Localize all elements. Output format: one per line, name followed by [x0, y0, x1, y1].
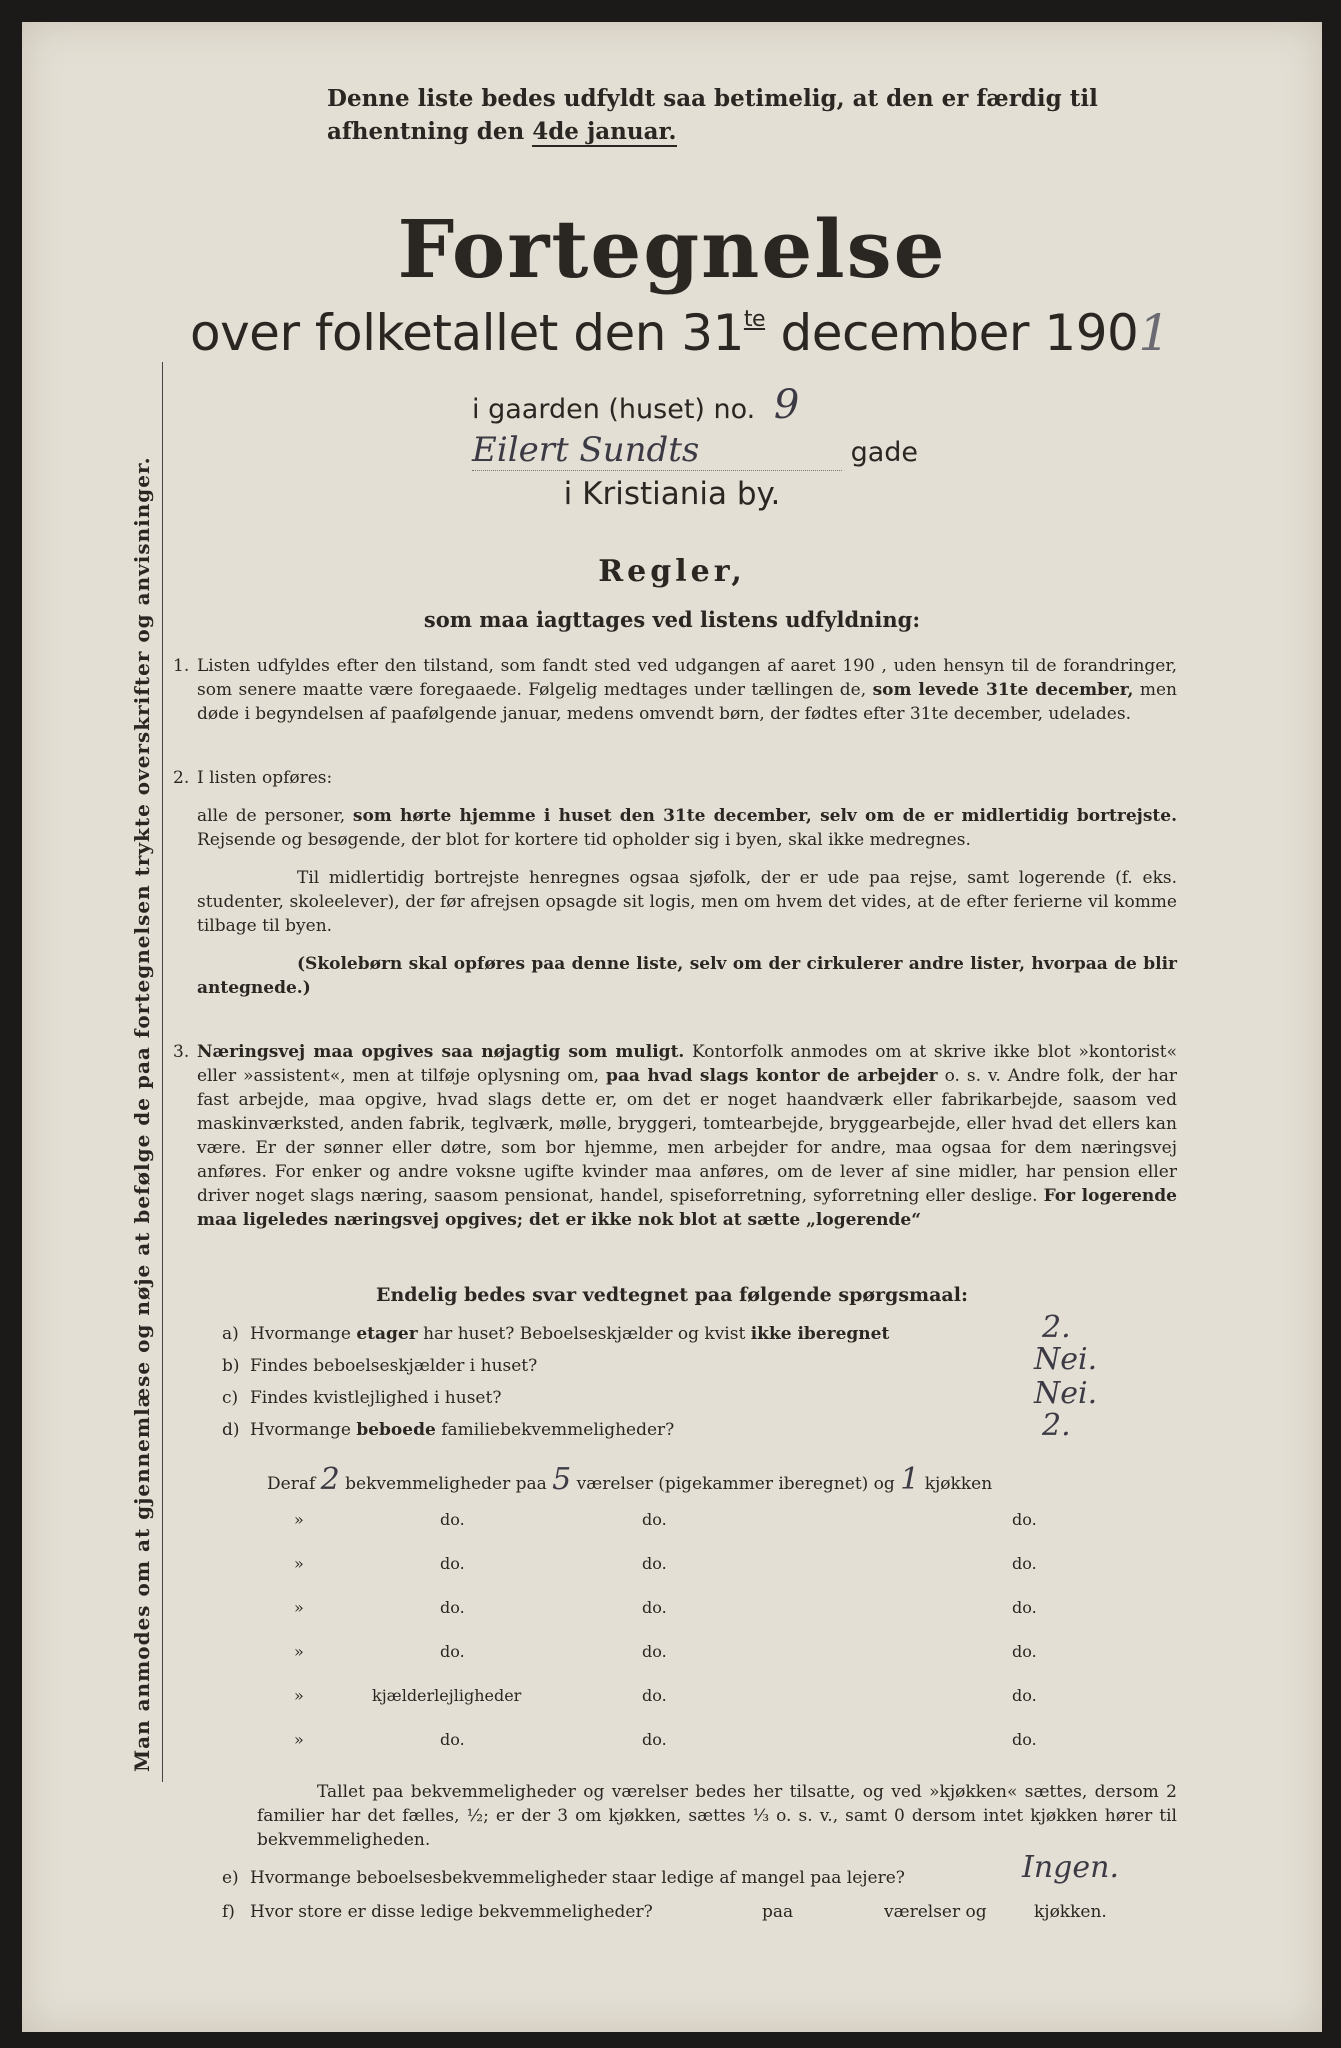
do-row-col1: do.: [440, 1730, 465, 1749]
notice-line-2: [327, 115, 1187, 148]
rules-subheading: som maa iagttages ved listens udfyldning:: [423, 607, 921, 632]
do-row-col3: do.: [1012, 1510, 1037, 1529]
do-row-col2: do.: [642, 1642, 667, 1661]
do-row-col2: do.: [642, 1730, 667, 1749]
deraf-hand-kitchen: 1: [900, 1462, 920, 1497]
deraf-kjokken: kjøkken: [924, 1474, 993, 1494]
rule-2-p3: (Skolebørn skal opføres paa denne liste, selv om der cirkulerer andre lister, hvorpaa de blir antegnede.): [197, 954, 1177, 998]
question-a-text-a: Hvormange: [250, 1324, 357, 1344]
rule-1-text-b: som levede 31te december,: [872, 680, 1134, 700]
do-row-col3: do.: [1012, 1686, 1037, 1705]
question-f-text: Hvor store er disse ledige bekvemmeligheder?: [250, 1902, 653, 1922]
house-label: i gaarden (huset) no.: [472, 394, 756, 425]
question-c-text: Findes kvistlejlighed i huset?: [250, 1388, 502, 1408]
do-row-col1: do.: [440, 1598, 465, 1617]
sidebar-rule: [162, 362, 163, 1782]
rule-1-text-c: men døde i begyndelsen af paafølgende januar, medens omvendt børn, der fødtes efter 31te december, udelades.: [197, 680, 1177, 724]
do-row: [22, 1598, 1322, 1628]
rule-3-text-a: Næringsvej maa opgives saa nøjagtig som muligt.: [197, 1042, 685, 1062]
subtitle-text: over folketallet den 31: [190, 304, 744, 362]
question-f-kjokken: kjøkken.: [1034, 1902, 1107, 1922]
rule-2-number: 2.: [173, 768, 190, 788]
question-b-answer: Nei.: [1034, 1342, 1098, 1377]
question-c-label: c): [222, 1388, 239, 1408]
do-row: [22, 1510, 1322, 1540]
subtitle-sup: te: [743, 307, 766, 332]
question-d-answer: 2.: [1042, 1408, 1071, 1443]
rule-2: [173, 766, 1177, 1014]
pickup-notice: [327, 82, 1187, 148]
do-row-col1: do.: [440, 1510, 465, 1529]
do-row-col3: do.: [1012, 1642, 1037, 1661]
question-e: [222, 1868, 905, 1888]
question-a-text-d: ikke iberegnet: [750, 1324, 890, 1344]
question-a-label: a): [222, 1324, 239, 1344]
handwritten-street-name: Eilert Sundts: [472, 430, 842, 471]
question-a-text-b: etager: [356, 1324, 418, 1344]
deraf-hand-count: 2: [320, 1462, 340, 1497]
question-a-text-c: har huset? Beboelseskjælder og kvist: [417, 1324, 751, 1344]
do-row-col2: do.: [642, 1554, 667, 1573]
do-row-col2: do.: [642, 1598, 667, 1617]
question-d-text-a: Hvormange: [250, 1420, 357, 1440]
rule-1-text-a: Listen udfyldes efter den tilstand, som fandt sted ved udgangen af aaret 190 , uden hensyn til de forandringer, som senere maatte være foregaaede. Følgelig medtages under tællingen de,: [197, 656, 1177, 700]
question-f-label: f): [222, 1902, 235, 1922]
rule-2-p2: Til midlertidig bortrejste henregnes ogsaa sjøfolk, der er ude paa rejse, samt logerende (f. eks. studenter, skoleelever), der før afrejsen opsagde sit logis, men om hvem det vides, at de efter ferierne vil komme tilbage til byen.: [197, 868, 1177, 936]
do-row-col1: do.: [440, 1554, 465, 1573]
handwritten-year-digit: 1: [1138, 304, 1170, 362]
vertical-side-instruction: Man anmodes om at gjennemlæse og nøje at befølge de paa fortegnelsen trykte overskrifter og anvisninger.: [130, 456, 154, 1772]
do-row-mark: »: [294, 1642, 304, 1661]
page-subtitle: [190, 304, 1170, 362]
do-row-mark: »: [294, 1686, 304, 1705]
question-f-paa: paa: [762, 1902, 794, 1922]
do-row: [22, 1686, 1322, 1716]
notice-line-1: Denne liste bedes udfyldt saa betimelig, at den er færdig til: [327, 85, 1098, 112]
question-b: [222, 1356, 537, 1376]
deraf-hand-rooms: 5: [552, 1462, 572, 1497]
house-number-line: [472, 382, 799, 428]
rule-1-number: 1.: [173, 656, 190, 676]
question-d-text-c: familiebekvemmeligheder?: [435, 1420, 675, 1440]
rule-2-head: I listen opføres:: [197, 768, 333, 788]
do-row-col1: do.: [440, 1642, 465, 1661]
deraf-bekvem: bekvemmeligheder paa: [345, 1474, 547, 1494]
do-row: [22, 1730, 1322, 1760]
do-row-mark: »: [294, 1730, 304, 1749]
deraf-word: Deraf: [267, 1474, 316, 1494]
subtitle-year: december 190: [765, 304, 1139, 362]
notice-date: 4de januar.: [532, 118, 677, 145]
question-f-vaerelser: værelser og: [884, 1902, 987, 1922]
question-b-label: b): [222, 1356, 240, 1376]
rule-2-p1-b: som hørte hjemme i huset den 31te december, selv om de er midlertidig bortrejste.: [352, 806, 1177, 826]
question-b-text: Findes beboelseskjælder i huset?: [250, 1356, 538, 1376]
do-row-col2: do.: [642, 1686, 667, 1705]
page-title: Fortegnelse: [397, 202, 947, 296]
rule-3-text-e: For logerende maa ligeledes næringsvej opgives; det er ikke nok blot at sætte „logerende“: [197, 1186, 1177, 1230]
question-d-text-b: beboede: [356, 1420, 436, 1440]
city-line: i Kristiania by.: [563, 476, 781, 512]
tallet-instructions: Tallet paa bekvemmeligheder og værelser bedes her tilsatte, og ved »kjøkken« sættes, dersom 2 familier har det fælles, ½; er der 3 om kjøkken, sættes ⅓ o. s. v., samt 0 dersom intet kjøkken hører til bekvemmeligheden.: [257, 1782, 1177, 1850]
do-row-col3: do.: [1012, 1554, 1037, 1573]
rule-1: [173, 654, 1177, 740]
census-form-sheet: [22, 22, 1322, 2032]
question-e-answer: Ingen.: [1022, 1850, 1119, 1885]
street-line: [472, 430, 992, 471]
deraf-vaerelser: værelser (pigekammer iberegnet) og: [576, 1474, 895, 1494]
question-f: [222, 1902, 1142, 1922]
do-row: [22, 1642, 1322, 1672]
rule-3-text-d: o. s. v. Andre folk, der har fast arbejde, maa opgive, hvad slags dette er, om det er noget haandværk eller fabrikarbejde, saasom ved maskinværksted, anden fabrik, teglværk, mølle, bryggeri, tomtearbejde, bryggearbejde, eller hvad det ellers kan være. Er der sønner eller døtre, som bor hjemme, men arbejder for andre, maa ogsaa for dem næringsvej anføres. For enker og andre voksne ugifte kvinder maa anføres, om de lever af sine midler, har pension eller driver noget slags næring, saasom pensionat, handel, spiseforretning, syforretning eller deslige.: [197, 1066, 1178, 1206]
do-row-col1: kjælderlejligheder: [372, 1686, 522, 1705]
question-a-answer: 2.: [1042, 1310, 1071, 1345]
do-row-col3: do.: [1012, 1730, 1037, 1749]
do-row-mark: »: [294, 1598, 304, 1617]
rule-3-text-b: Kontorfolk anmodes om at skrive ikke blot »kontorist« eller »assistent«, men at tilføje oplysning om,: [197, 1042, 1177, 1086]
do-row-col3: do.: [1012, 1598, 1037, 1617]
question-e-label: e): [222, 1868, 239, 1888]
rule-3-number: 3.: [173, 1042, 190, 1062]
final-questions-heading: Endelig bedes svar vedtegnet paa følgende spørgsmaal:: [376, 1284, 968, 1306]
rule-2-p1-a: alle de personer,: [197, 806, 353, 826]
question-e-text: Hvormange beboelsesbekvemmeligheder staar ledige af mangel paa lejere?: [250, 1868, 905, 1888]
do-row: [22, 1554, 1322, 1584]
rule-3: [173, 1040, 1178, 1246]
question-d: [222, 1420, 674, 1440]
rule-3-text-c: paa hvad slags kontor de arbejder: [605, 1066, 938, 1086]
do-row-mark: »: [294, 1510, 304, 1529]
street-suffix: gade: [850, 437, 919, 468]
do-rows: [22, 1492, 1322, 1752]
question-a: [222, 1324, 889, 1344]
question-d-label: d): [222, 1420, 240, 1440]
do-row-col2: do.: [642, 1510, 667, 1529]
rule-2-p1-c: Rejsende og besøgende, der blot for kortere tid opholder sig i byen, skal ikke medregnes.: [197, 830, 971, 850]
question-c-answer: Nei.: [1034, 1376, 1098, 1411]
rules-heading: Regler,: [598, 554, 746, 589]
question-c: [222, 1388, 501, 1408]
handwritten-house-number: 9: [773, 382, 800, 428]
notice-line-2a: afhentning den: [327, 118, 533, 145]
do-row-mark: »: [294, 1554, 304, 1573]
